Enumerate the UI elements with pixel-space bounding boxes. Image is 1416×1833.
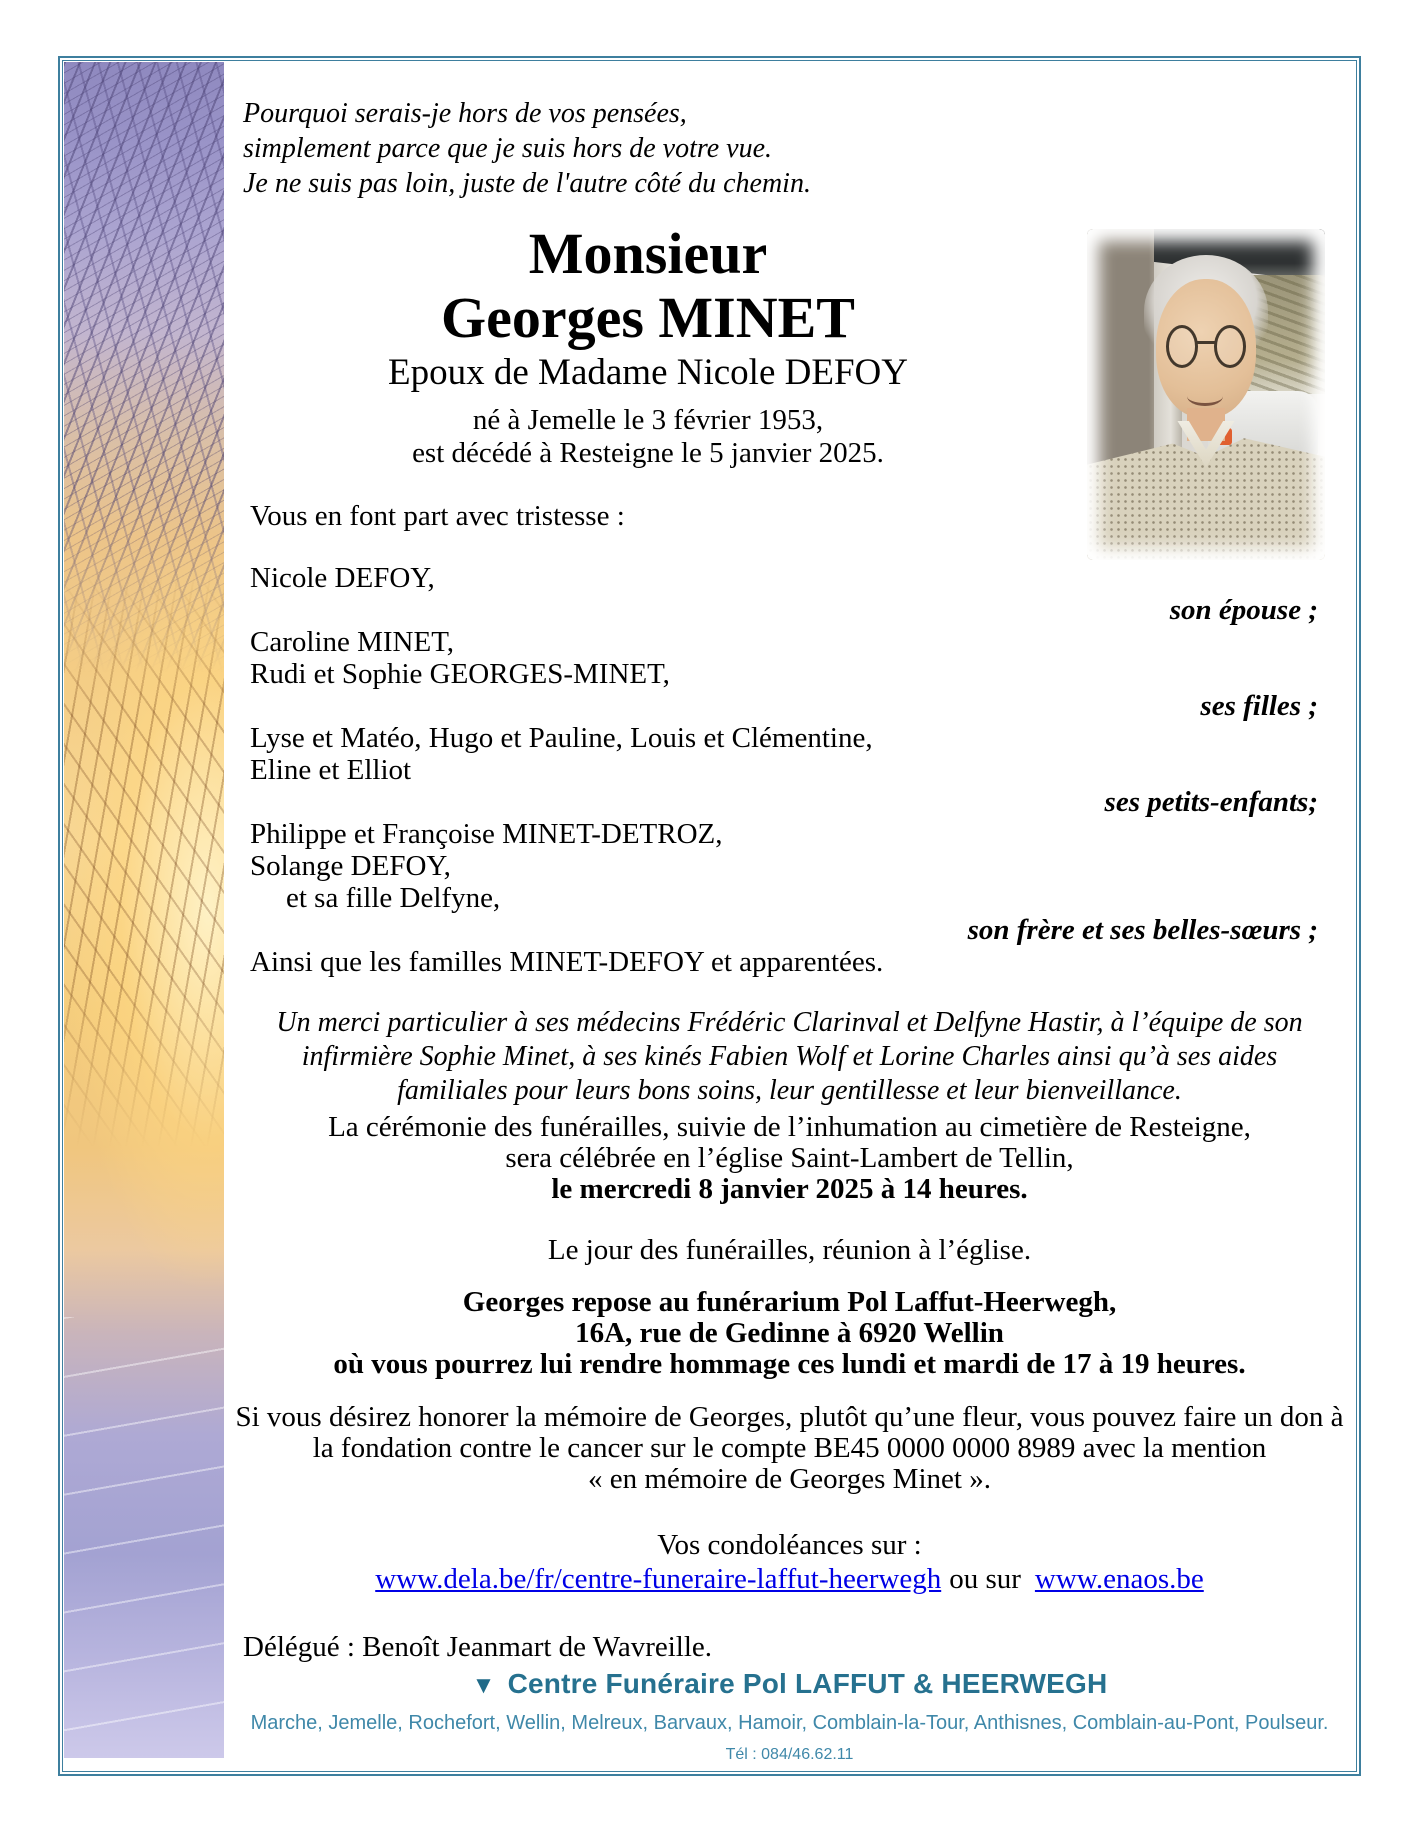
photo-feathered-edge [1087, 229, 1325, 560]
family-name: et sa fille Delfyne, [286, 882, 501, 914]
family-relation: son épouse ; [1169, 594, 1318, 626]
family-relation: son frère et ses belles-sœurs ; [967, 914, 1318, 946]
funeral-home-name: Centre Funéraire Pol LAFFUT & HEERWEGH [507, 1668, 1108, 1699]
donation-mention-line: « en mémoire de Georges Minet ». [588, 1463, 991, 1495]
ceremony-date-line: le mercredi 8 janvier 2025 à 14 heures. [551, 1173, 1028, 1205]
condolences-separator: ou sur [949, 1563, 1021, 1595]
page-title-honorific: Monsieur [528, 221, 768, 286]
header-block [224, 222, 1072, 470]
family-name: Caroline MINET, [250, 626, 455, 658]
funeral-home-title [224, 1668, 1355, 1700]
donation-account-line: la fondation contre le cancer sur le compte BE45 0000 0000 8989 avec la mention [312, 1432, 1267, 1464]
thanks-paragraph [224, 1006, 1355, 1108]
families-closing-line: Ainsi que les familles MINET-DEFOY et apparentées. [250, 946, 884, 978]
triangle-down-icon: ▼ [471, 1672, 496, 1699]
family-name: Eline et Elliot [250, 754, 412, 786]
winter-scene-photo [64, 62, 224, 1758]
funerarium-line: Georges repose au funérarium Pol Laffut-Heerwegh, [462, 1286, 1117, 1318]
condolences-link-enaos[interactable]: www.enaos.be [1034, 1563, 1204, 1595]
donation-line: Si vous désirez honorer la mémoire de Georges, plutôt qu’une fleur, vous pouvez faire un don à [235, 1401, 1344, 1433]
family-name: Nicole DEFOY, [250, 562, 435, 594]
opening-poem [243, 96, 811, 201]
family-name: Philippe et Françoise MINET-DETROZ, [250, 818, 723, 850]
funerarium-visiting-line: où vous pourrez lui rendre hommage ces lundi et mardi de 17 à 19 heures. [333, 1348, 1246, 1380]
death-line: est décédé à Resteigne le 5 janvier 2025. [412, 437, 884, 469]
poem-line: simplement parce que je suis hors de votre vue. [243, 133, 773, 164]
sunlit-branches-texture [64, 571, 224, 1148]
poem-line: Je ne suis pas loin, juste de l'autre côté du chemin. [243, 168, 811, 199]
condolences-links [224, 1563, 1355, 1596]
birth-line: né à Jemelle le 3 février 1953, [472, 404, 824, 436]
family-relation: ses petits-enfants; [1104, 786, 1318, 818]
funeral-home-locations: Marche, Jemelle, Rochefort, Wellin, Melreux, Barvaux, Hamoir, Comblain-la-Tour, Anthisnes, Comblain-au-Pont, Poulseur. [250, 1712, 1329, 1734]
spouse-subtitle: Epoux de Madame Nicole DEFOY [388, 352, 908, 393]
portrait-photo-scene [1087, 229, 1325, 560]
funerarium-address-line: 16A, rue de Gedinne à 6920 Wellin [575, 1317, 1004, 1349]
thanks-line: Un merci particulier à ses médecins Frédéric Clarinval et Delfyne Hastir, à l’équipe de son [276, 1007, 1303, 1038]
family-relation: ses filles ; [1200, 690, 1318, 722]
family-name: Solange DEFOY, [250, 850, 451, 882]
ceremony-line: La cérémonie des funérailles, suivie de l’inhumation au cimetière de Resteigne, [328, 1111, 1251, 1143]
funeral-home-phone: Tél : 084/46.62.11 [725, 1746, 854, 1763]
ceremony-line: sera célébrée en l’église Saint-Lambert de Tellin, [505, 1142, 1074, 1174]
condolences-label: Vos condoléances sur : [657, 1529, 922, 1561]
family-name: Rudi et Sophie GEORGES-MINET, [250, 658, 670, 690]
family-list [250, 562, 1318, 978]
family-name: Lyse et Matéo, Hugo et Pauline, Louis et Clémentine, [250, 722, 873, 754]
meeting-line: Le jour des funérailles, réunion à l’église. [547, 1234, 1032, 1266]
thanks-line: infirmière Sophie Minet, à ses kinés Fabien Wolf et Lorine Charles ainsi qu’à ses aides [301, 1041, 1278, 1072]
delegate-line: Délégué : Benoît Jeanmart de Wavreille. [243, 1631, 713, 1663]
condolences-link-dela[interactable]: www.dela.be/fr/centre-funeraire-laffut-heerwegh [375, 1563, 942, 1595]
poem-line: Pourquoi serais-je hors de vos pensées, [243, 98, 687, 129]
funerarium-paragraph [224, 1287, 1355, 1380]
ceremony-paragraph [224, 1112, 1355, 1205]
snowbank-texture [64, 1317, 224, 1758]
portrait-photo [1087, 229, 1325, 560]
donation-paragraph [224, 1402, 1355, 1495]
thanks-line: familiales pour leurs bons soins, leur gentillesse et leur bienveillance. [397, 1075, 1182, 1106]
page-title-name: Georges MINET [441, 285, 855, 350]
announcement-intro: Vous en font part avec tristesse : [250, 500, 625, 532]
